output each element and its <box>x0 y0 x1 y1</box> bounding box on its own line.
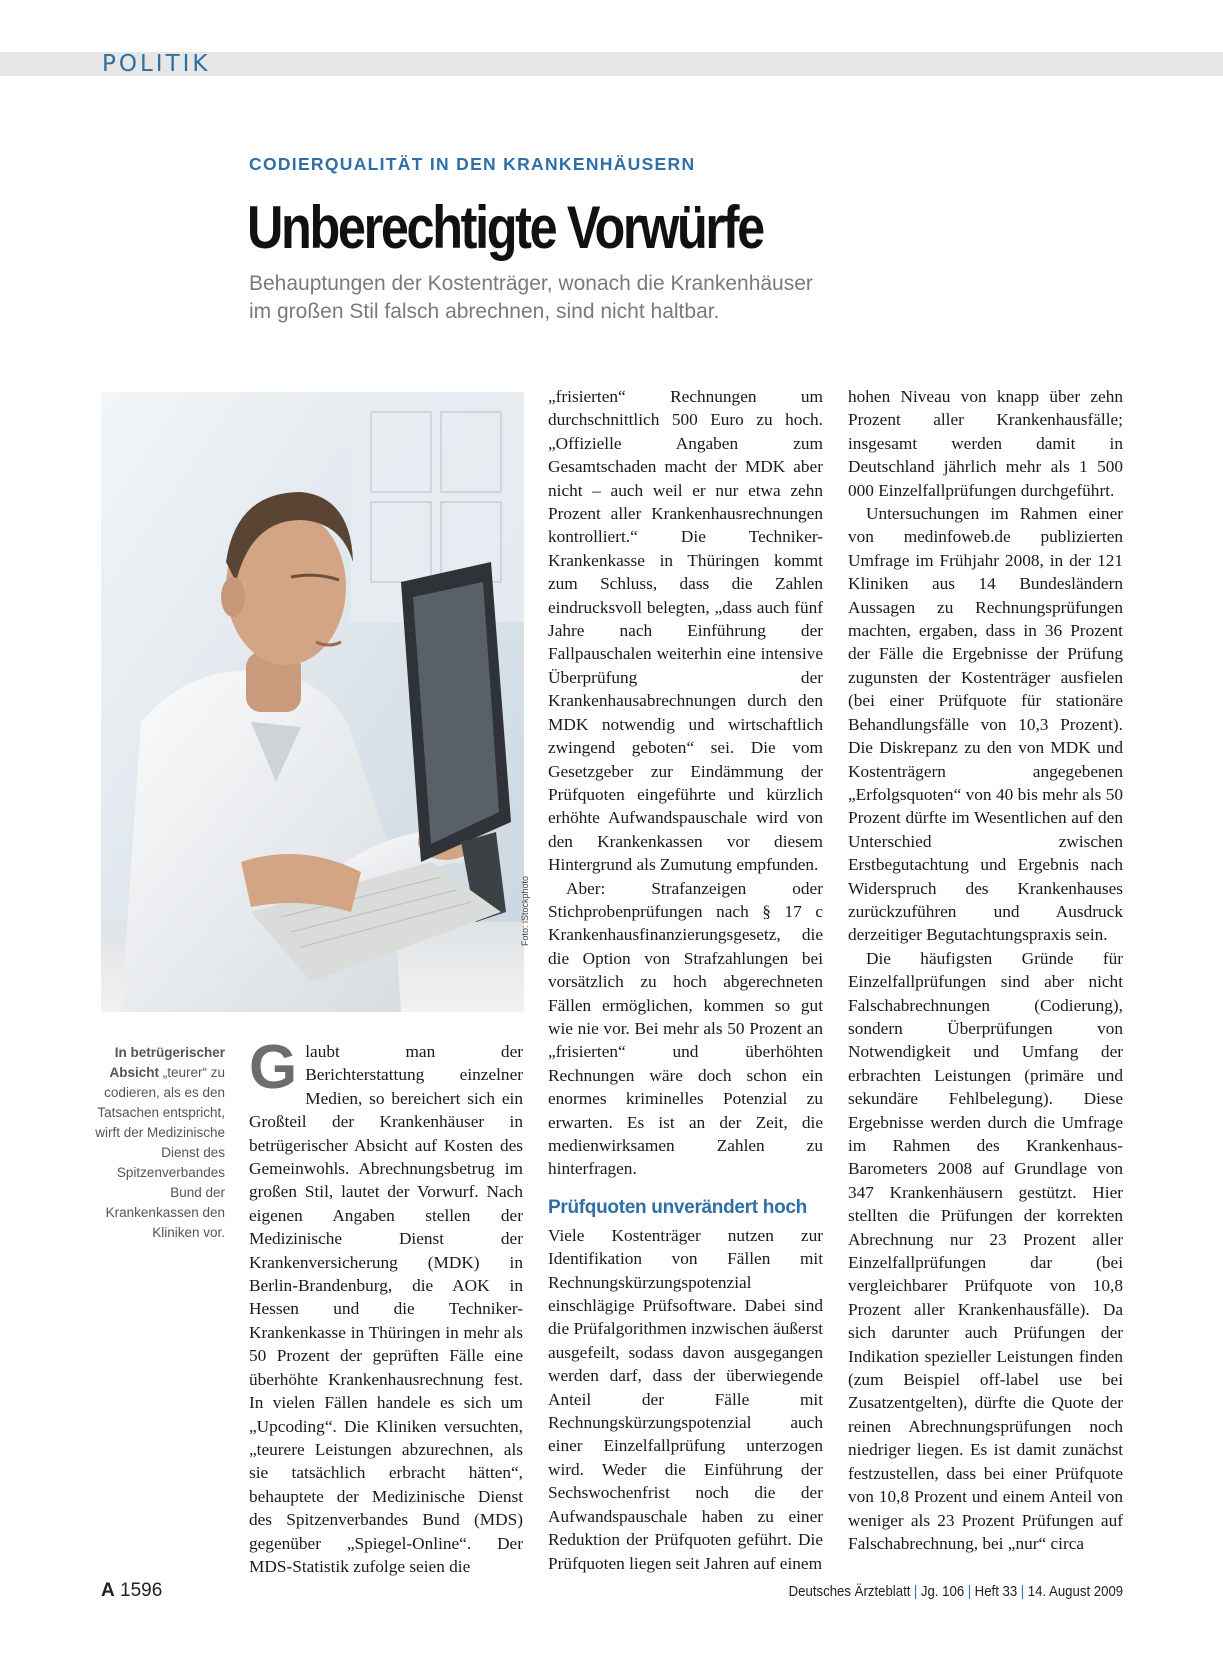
paragraph: Viele Kostenträger nutzen zur Identifikation von Fällen mit Rechnungskürzungspotenzial einschlägige Prüfsoftware. Dabei sind die Prüfalgorithmen inzwischen äußerst ausgefeilt, sodass davon ausgegangen werden darf, dass der überwiegende Anteil der Fälle mit Rechnungskürzungspotenzial auch einer Einzelfallprüfung unterzogen wird. Weder die Einführung der Sechswochenfrist noch die der Aufwandspauschale haben zu einer Reduktion der Prüfquoten geführt. Die Prüfquoten liegen seit Jahren auf einem <box>548 1225 823 1573</box>
journal-footer <box>788 1583 1123 1600</box>
caption-bold-lead: In betrügerischer Absicht <box>109 1045 225 1080</box>
page-number-value: 1596 <box>120 1580 163 1601</box>
photo-caption <box>95 1043 225 1243</box>
journal-issue: Heft 33 <box>974 1583 1018 1600</box>
photo-credit: Foto: iStockphoto <box>520 875 530 946</box>
article-photo <box>101 392 524 1012</box>
article-headline: Unberechtigte Vorwürfe <box>247 194 763 261</box>
article-subtitle <box>249 270 949 326</box>
page-number <box>101 1580 162 1602</box>
photo-illustration <box>101 392 524 1012</box>
journal-date: 14. August 2009 <box>1027 1583 1123 1600</box>
paragraph: hohen Niveau von knapp über zehn Prozent aller Krankenhausfälle; insgesamt werden damit in Deutschland jährlich mehr als 1 500 000 Einzelfallprüfungen durchgeführt. <box>848 387 1123 500</box>
article-kicker: CODIERQUALITÄT IN DEN KRANKENHÄUSERN <box>249 154 696 174</box>
footer-separator: | <box>967 1583 972 1600</box>
paragraph: „frisierten“ Rechnungen um durchschnittlich 500 Euro zu hoch. „Offizielle Angaben zum Gesamtschaden macht der MDK aber nicht – auch weil er nur etwa zehn Prozent aller Krankenhausrechnungen kontrolliert.“ Die Techniker-Krankenkasse in Thüringen kommt zum Schluss, dass die Zahlen eindrucksvoll belegten, „dass auch fünf Jahre nach Einführung der Fallpauschalen weiterhin eine intensive Überprüfung der Krankenhausabrechnungen durch den MDK notwendig und wirtschaftlich zwingend geboten“ sei. Die vom Gesetzgeber zur Eindämmung der Prüfquoten eingeführte und kürzlich erhöhte Aufwandspauschale wird von den Krankenkassen vor diesem Hintergrund als Zumutung empfunden. <box>548 387 823 875</box>
subtitle-line-2: im großen Stil falsch abrechnen, sind nicht haltbar. <box>249 300 720 323</box>
journal-volume: Jg. 106 <box>920 1583 965 1600</box>
body-column-2 <box>548 385 823 1575</box>
paragraph: Untersuchungen im Rahmen einer von medinfoweb.de publizierten Umfrage im Frühjahr 2008, in der 121 Kliniken aus 14 Bundesländern Aussagen zu Rechnungsprüfungen machten, ergaben, dass in 36 Prozent der Fälle die Ergebnisse der Prüfung zugunsten der Kostenträger ausfielen (bei einer Prüfquote für stationäre Behandlungsfälle von 10,3 Prozent). Die Diskrepanz zu den von MDK und Kostenträgern angegebenen „Erfolgsquoten“ von 40 bis mehr als 50 Prozent dürfte im Wesentlichen auf den Unterschied zwischen Erstbegutachtung und Ergebnis nach Widerspruch des Krankenhauses zurückzuführen und Ausdruck derzeitiger Begutachtungspraxis sein. <box>848 504 1123 945</box>
journal-name: Deutsches Ärzteblatt <box>788 1583 911 1600</box>
body-column-1 <box>249 1033 523 1578</box>
paragraph: Aber: Strafanzeigen oder Stichprobenprüfungen nach § 17 c Krankenhausfinanzierungsgesetz, die die Option von Strafzahlungen bei vorsätzlich zu hoch abgerechneten Fällen ermöglichen, kommen so gut wie nie vor. Bei mehr als 50 Prozent an „frisierten“ und überhöhten Rechnungen wäre doch schon ein enormes kriminelles Potenzial zu erwarten. Es ist an der Zeit, die medienwirksamen Zahlen zu hinterfragen. <box>548 878 823 1179</box>
section-subheading: Prüfquoten unverändert hoch <box>548 1196 807 1218</box>
footer-separator: | <box>913 1583 918 1600</box>
footer-separator: | <box>1020 1583 1025 1600</box>
page-prefix: A <box>101 1580 115 1601</box>
body-column-3 <box>848 385 1123 1555</box>
caption-text: „teurer“ zu codieren, als es den Tatsachen entspricht, wirft der Medizinische Dienst des Spitzenverbandes Bund der Krankenkassen den Kliniken vor. <box>95 1065 225 1240</box>
section-label: POLITIK <box>102 51 211 77</box>
paragraph: laubt man der Berichterstattung einzelner Medien, so bereichert sich ein Großteil der Krankenhäuser in betrügerischer Absicht auf Kosten des Gemeinwohls. Abrechnungsbetrug im großen Stil, lautet der Vorwurf. Nach eigenen Angaben stellen der Medizinische Dienst der Krankenversicherung (MDK) in Berlin-Brandenburg, die AOK in Hessen und die Techniker-Krankenkasse in Thüringen in mehr als 50 Prozent der geprüften Fälle eine überhöhte Krankenhausrechnung fest. In vielen Fällen handele es sich um „Upcoding“. Die Kliniken versuchten, „teurere Leistungen abzurechnen, als sie tatsächlich erbracht hätten“, behauptete der Medizinische Dienst des Spitzenverbandes Bund (MDS) gegenüber „Spiegel-Online“. Der MDS-Statistik zufolge seien die <box>249 1042 523 1576</box>
paragraph: Die häufigsten Gründe für Einzelfallprüfungen sind aber nicht Falschabrechnungen (Codierung), sondern Überprüfungen von Notwendigkeit und Umfang der erbrachten Leistungen (primäre und sekundäre Fehlbelegung). Diese Ergebnisse werden durch die Umfrage im Rahmen des Krankenhaus-Barometers 2008 auf Grundlage von 347 Krankenhäusern gestützt. Hier stellten die Prüfungen der korrekten Abrechnung nur 23 Prozent aller Einzelfallprüfungen dar (bei vergleichbarer Prüfquote von 10,8 Prozent aller Krankenhausfälle). Da sich darunter auch Prüfungen der Indikation spezieller Leistungen finden (zum Beispiel off-label use bei Zusatzentgelten), dürfte die Quote der reinen Abrechnungsprüfungen noch niedriger liegen. Es ist damit zunächst festzustellen, dass bei einer Prüfquote von 10,8 Prozent und einem Anteil von weniger als 23 Prozent Prüfungen auf Falschabrechnung, bei „nur“ circa <box>848 948 1123 1553</box>
subtitle-line-1: Behauptungen der Kostenträger, wonach die Krankenhäuser <box>249 272 813 295</box>
dropcap: G <box>249 1033 298 1102</box>
